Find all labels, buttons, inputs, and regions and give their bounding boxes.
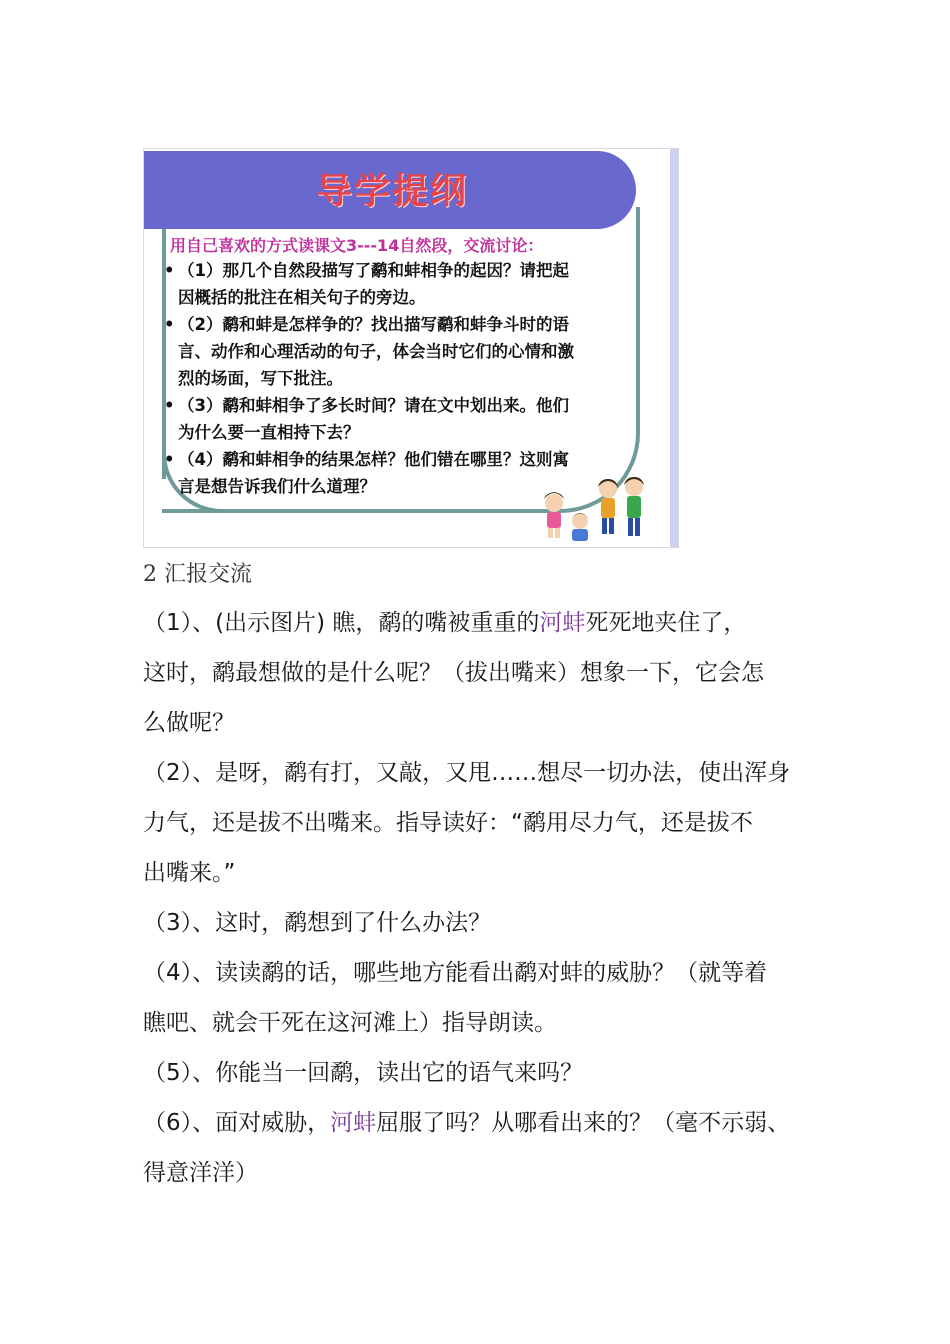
- text-line: （3）、这时，鹬想到了什么办法？: [143, 910, 492, 936]
- hebang-link[interactable]: 河蚌: [330, 1110, 377, 1136]
- text-line: 力气，还是拔不出嘴来。指导读好：“鹬用尽力气，还是拔不: [143, 810, 753, 836]
- slide-edge: [670, 149, 678, 547]
- slide-title: 导学提纲: [316, 170, 469, 212]
- question-line: 因概括的批注在相关句子的旁边。: [178, 288, 426, 307]
- slide-intro: 用自己喜欢的方式读课文3---14自然段，交流讨论：: [170, 236, 544, 255]
- paragraph-6: [143, 1098, 843, 1198]
- question-item: [164, 392, 634, 446]
- child-right-1: [598, 479, 618, 534]
- child-left: [544, 492, 564, 538]
- lesson-outline-slide: [143, 148, 679, 548]
- text-line: 么做呢？: [143, 710, 235, 736]
- paragraph-4: [143, 948, 843, 1048]
- question-line: （2）鹬和蚌是怎样争的？找出描写鹬和蚌争斗时的语: [178, 315, 569, 334]
- text-line: 得意洋洋）: [143, 1160, 258, 1186]
- text-line: （5）、你能当一回鹬，读出它的语气来吗？: [143, 1060, 584, 1086]
- text-line: （4）、读读鹬的话，哪些地方能看出鹬对蚌的威胁？（就等着: [143, 960, 768, 986]
- bullet: •: [164, 450, 175, 469]
- text-line: （2）、是呀，鹬有打，又敲，又甩……想尽一切办法，使出浑身: [143, 760, 791, 786]
- paragraph-3: [143, 898, 843, 948]
- bullet: •: [164, 396, 175, 415]
- section-heading: 2 汇报交流: [143, 562, 252, 587]
- paragraph-2: [143, 748, 843, 898]
- question-line: 烈的场面，写下批注。: [178, 369, 343, 388]
- question-item: [164, 257, 634, 311]
- text-line: [143, 598, 843, 648]
- text-line: 瞧吧、就会干死在这河滩上）指导朗读。: [143, 1010, 557, 1036]
- hebang-link[interactable]: 河蚌: [539, 610, 586, 636]
- question-line: 言是想告诉我们什么道理？: [178, 477, 376, 496]
- question-line: （1）那几个自然段描写了鹬和蚌相争的起因？请把起: [178, 261, 569, 280]
- question-line: 为什么要一直相持下去？: [178, 423, 360, 442]
- text-segment: （1）、(出示图片) 瞧，鹬的嘴被重重的: [143, 610, 540, 636]
- question-line: （3）鹬和蚌相争了多长时间？请在文中划出来。他们: [178, 396, 569, 415]
- paragraph-1: [143, 598, 843, 748]
- text-segment: 死死地夹住了，: [585, 610, 747, 636]
- question-list: [164, 257, 634, 500]
- question-line: 言、动作和心理活动的句子，体会当时它们的心情和激: [178, 342, 574, 361]
- bullet: •: [164, 315, 175, 334]
- text-line: 出嘴来。”: [143, 860, 236, 886]
- question-line: （4）鹬和蚌相争的结果怎样？他们错在哪里？这则寓: [178, 450, 569, 469]
- text-line: [143, 1098, 843, 1148]
- bullet: •: [164, 261, 175, 280]
- text-line: 这时，鹬最想做的是什么呢？（拔出嘴来）想象一下，它会怎: [143, 660, 764, 686]
- text-segment: （6）、面对威胁，: [143, 1110, 331, 1136]
- question-item: [164, 311, 634, 392]
- text-segment: 屈服了吗？从哪看出来的？（毫不示弱、: [376, 1110, 791, 1136]
- child-middle: [572, 513, 588, 541]
- children-illustration: [532, 469, 652, 548]
- child-right-2: [624, 477, 644, 536]
- paragraph-5: [143, 1048, 843, 1098]
